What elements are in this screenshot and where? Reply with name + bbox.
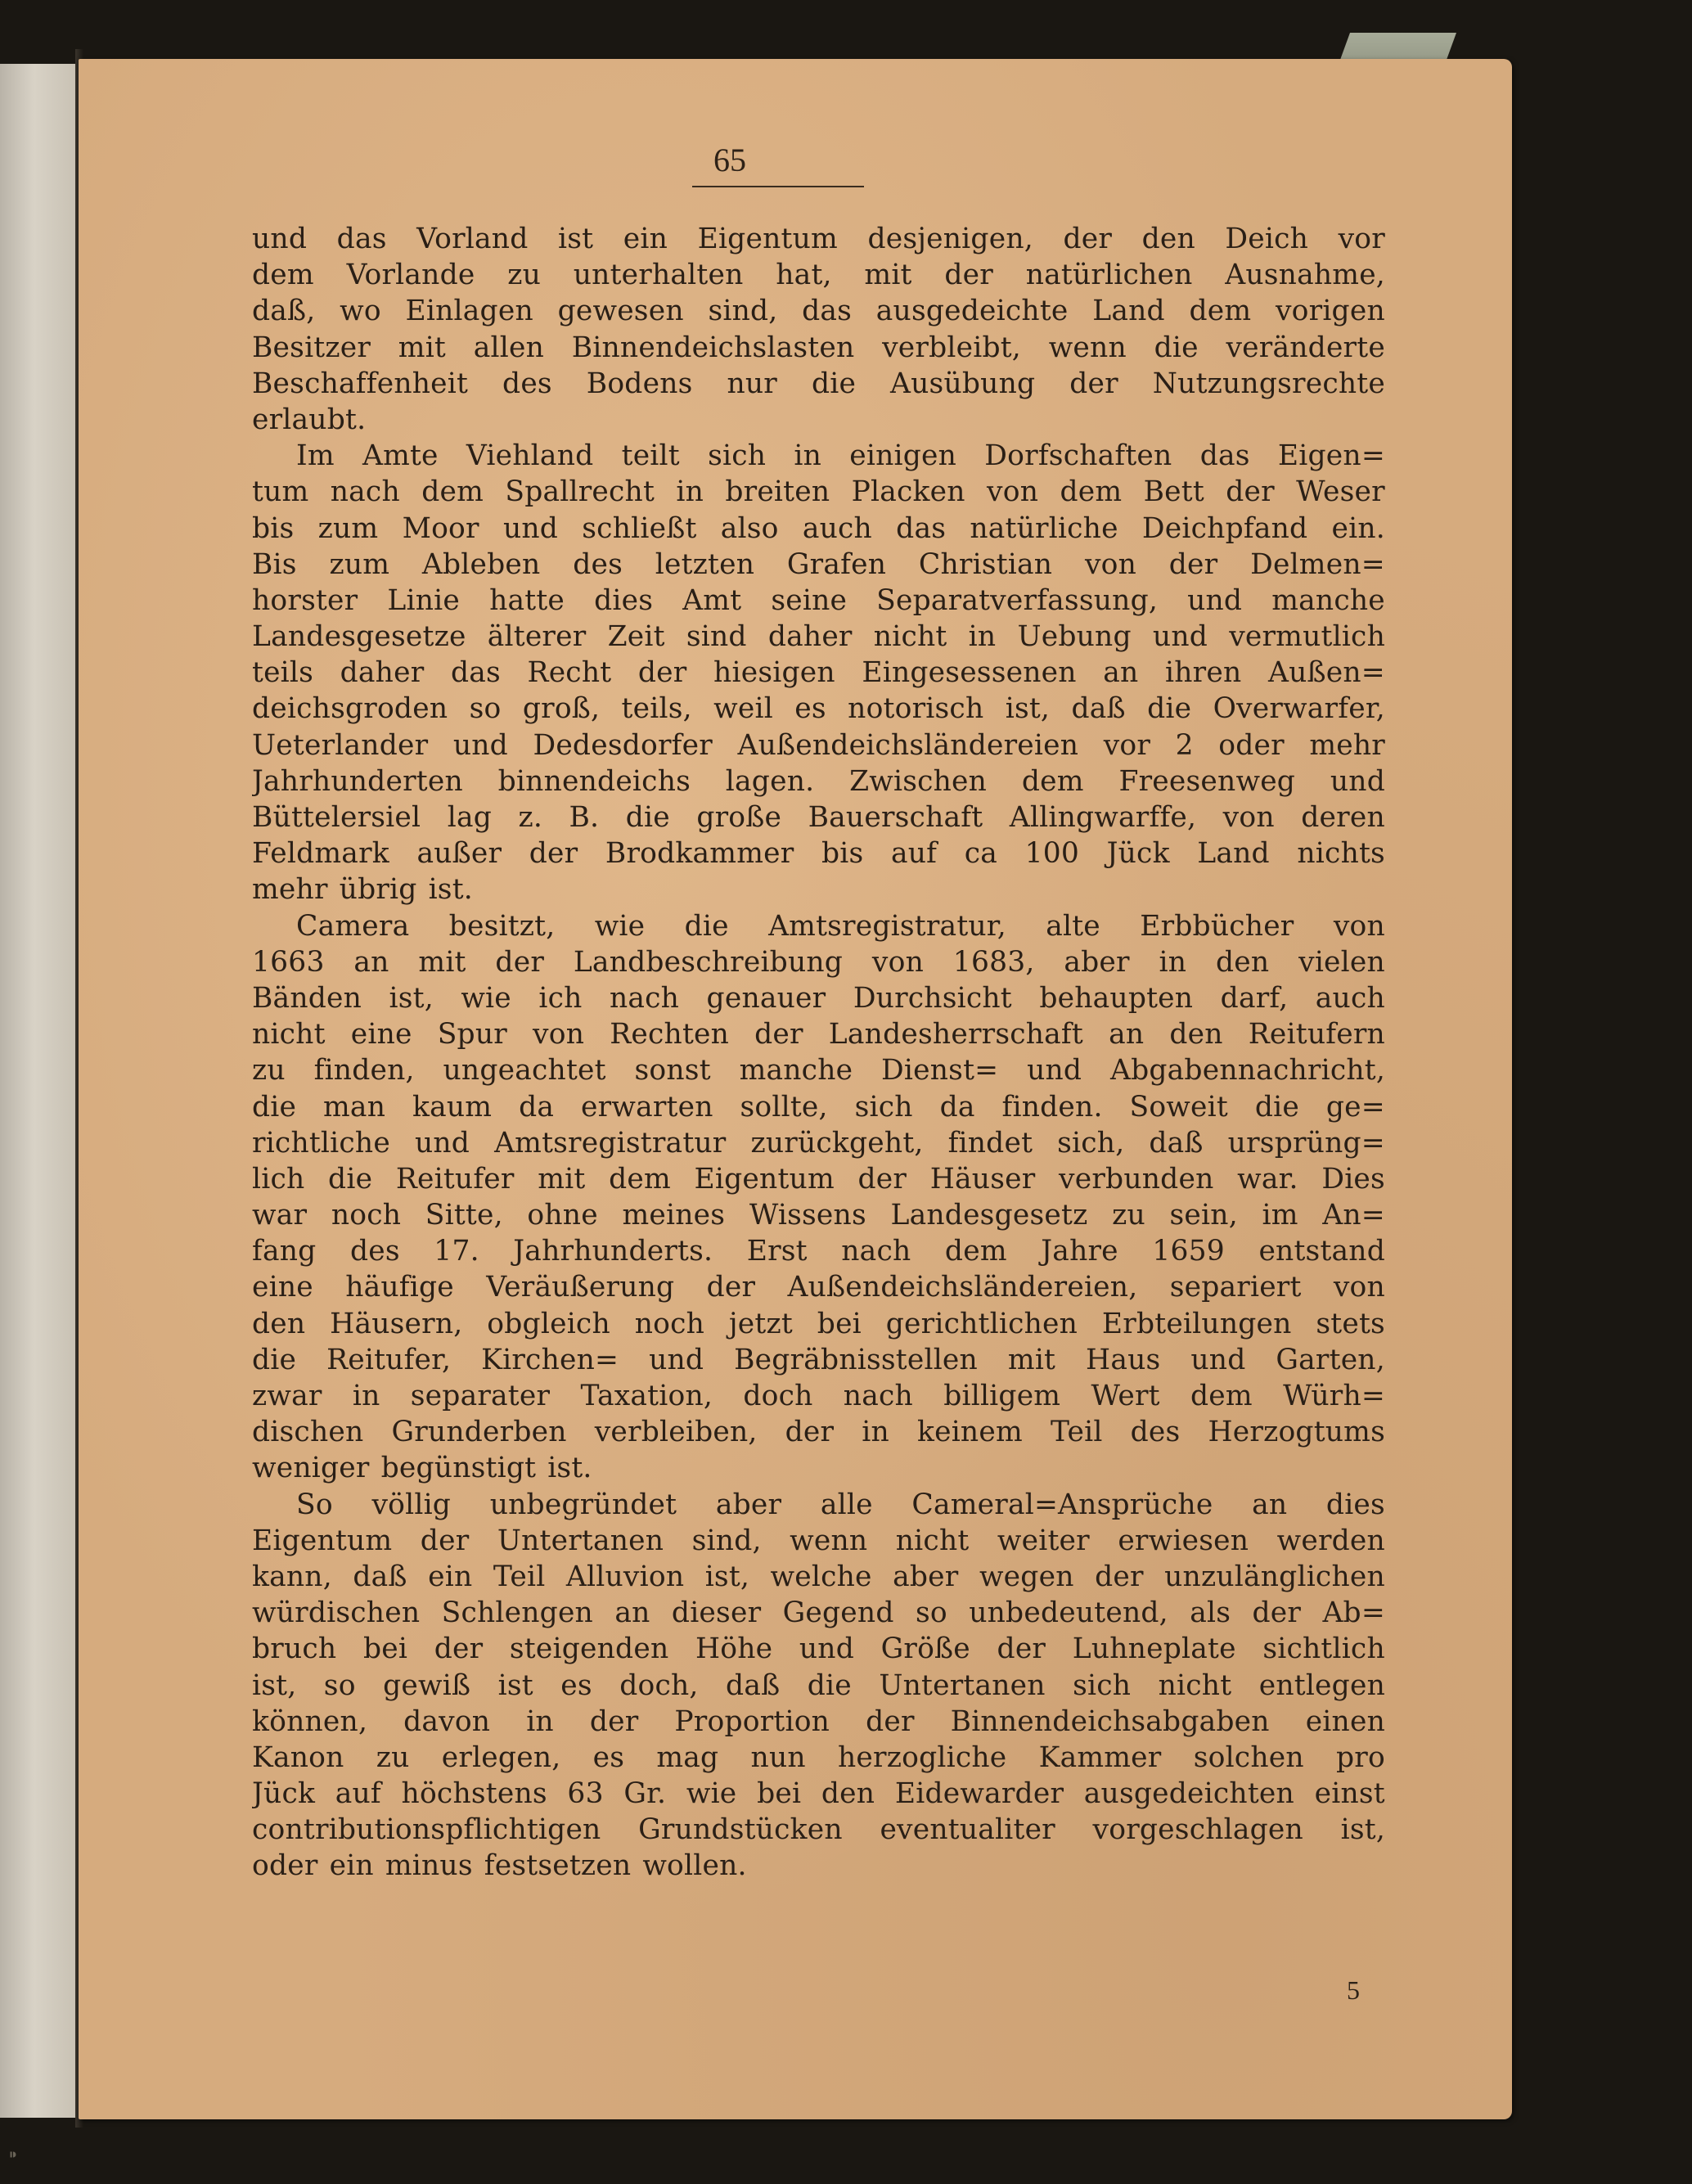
- text-line: erlaubt.: [252, 403, 367, 436]
- text-line: nicht eine Spur von Rechten der Landesherrschaft an den Reitufern: [252, 1018, 1385, 1051]
- facing-page-edge: [0, 64, 78, 2118]
- text-line: dem Vorlande zu unterhalten hat, mit der natürlichen Ausnahme,: [252, 259, 1385, 292]
- paragraph: [252, 438, 1385, 907]
- text-line: richtliche und Amtsregistratur zurückgeht, findet sich, daß ursprüng=: [252, 1126, 1385, 1160]
- text-line: lich die Reitufer mit dem Eigentum der Häuser verbunden war. Dies: [252, 1162, 1385, 1196]
- paragraph: [252, 908, 1385, 1487]
- text-line: weniger begünstigt ist.: [252, 1452, 592, 1485]
- header-rule: [692, 186, 864, 187]
- book-page: [79, 59, 1512, 2119]
- text-line: Eigentum der Untertanen sind, wenn nicht weiter erwiesen werden: [252, 1524, 1385, 1557]
- text-line: So völlig unbegründet aber alle Cameral=Ansprüche an dies: [296, 1488, 1385, 1521]
- text-line: Landesgesetze älterer Zeit sind daher nicht in Uebung und vermutlich: [252, 620, 1385, 654]
- text-line: die Reitufer, Kirchen= und Begräbnisstellen mit Haus und Garten,: [252, 1343, 1385, 1376]
- text-line: Jahrhunderten binnendeichs lagen. Zwischen dem Freesenweg und: [252, 764, 1385, 798]
- text-line: Jück auf höchstens 63 Gr. wie bei den Eidewarder ausgedeichten einst: [252, 1777, 1385, 1811]
- text-line: deichsgroden so groß, teils, weil es notorisch ist, daß die Overwarfer,: [252, 692, 1385, 726]
- text-line: dischen Grunderben verbleiben, der in keinem Teil des Herzogtums: [252, 1416, 1385, 1449]
- text-line: tum nach dem Spallrecht in breiten Placken von dem Bett der Weser: [252, 475, 1385, 509]
- text-line: Büttelersiel lag z. B. die große Bauerschaft Allingwarffe, von deren: [252, 801, 1385, 834]
- text-line: zu finden, ungeachtet sonst manche Dienst= und Abgabennachricht,: [252, 1054, 1385, 1087]
- page-number: 65: [713, 142, 746, 178]
- text-line: Kanon zu erlegen, es mag nun herzogliche Kammer solchen pro: [252, 1740, 1385, 1774]
- paragraph: [252, 1487, 1385, 1885]
- text-line: teils daher das Recht der hiesigen Eingesessenen an ihren Außen=: [252, 656, 1385, 690]
- text-line: ist, so gewiß ist es doch, daß die Untertanen sich nicht entlegen: [252, 1668, 1385, 1702]
- sheet-signature: 5: [1347, 1975, 1360, 2005]
- text-line: 1663 an mit der Landbeschreibung von 1683, aber in den vielen: [252, 945, 1385, 979]
- body-text: [252, 221, 1385, 1885]
- text-line: Ueterlander und Dedesdorfer Außendeichsländereien vor 2 oder mehr: [252, 728, 1385, 762]
- text-line: zwar in separater Taxation, doch nach billigem Wert dem Würh=: [252, 1380, 1385, 1412]
- text-line: Bis zum Ableben des letzten Grafen Christian von der Delmen=: [252, 547, 1385, 581]
- text-line: und das Vorland ist ein Eigentum desjenigen, der den Deich vor: [252, 223, 1385, 255]
- text-line: Feldmark außer der Brodkammer bis auf ca 100 Jück Land nichts: [252, 837, 1385, 871]
- paragraph: [252, 221, 1385, 438]
- text-line: Besitzer mit allen Binnendeichslasten verbleibt, wenn die veränderte: [252, 331, 1385, 364]
- text-line: fang des 17. Jahrhunderts. Erst nach dem Jahre 1659 entstand: [252, 1235, 1385, 1268]
- text-line: mehr übrig ist.: [252, 873, 473, 907]
- text-line: würdischen Schlengen an dieser Gegend so unbedeutend, als der Ab=: [252, 1596, 1385, 1630]
- text-line: bis zum Moor und schließt also auch das natürliche Deichpfand ein.: [252, 511, 1385, 545]
- text-line: bruch bei der steigenden Höhe und Größe der Luhneplate sichtlich: [252, 1632, 1385, 1666]
- text-line: Beschaffenheit des Bodens nur die Ausübung der Nutzungsrechte: [252, 367, 1385, 400]
- text-line: horster Linie hatte dies Amt seine Separatverfassung, und manche: [252, 583, 1385, 617]
- text-line: daß, wo Einlagen gewesen sind, das ausgedeichte Land dem vorigen: [252, 295, 1385, 328]
- text-line: Im Amte Viehland teilt sich in einigen Dorfschaften das Eigen=: [296, 439, 1385, 473]
- text-line: Camera besitzt, wie die Amtsregistratur, alte Erbbücher von: [296, 909, 1385, 943]
- text-line: contributionspflichtigen Grundstücken eventualiter vorgeschlagen ist,: [252, 1813, 1385, 1847]
- text-line: den Häusern, obgleich noch jetzt bei gerichtlichen Erbteilungen stets: [252, 1307, 1385, 1340]
- text-line: können, davon in der Proportion der Binnendeichsabgaben einen: [252, 1704, 1385, 1738]
- text-line: oder ein minus festsetzen wollen.: [252, 1849, 747, 1883]
- text-line: kann, daß ein Teil Alluvion ist, welche aber wegen der unzulänglichen: [252, 1560, 1385, 1593]
- text-line: Bänden ist, wie ich nach genauer Durchsicht behaupten darf, auch: [252, 981, 1385, 1015]
- text-line: war noch Sitte, ohne meines Wissens Landesgesetz zu sein, im An=: [252, 1199, 1385, 1232]
- scan-corner-mark: ⁍: [8, 2144, 18, 2167]
- text-line: die man kaum da erwarten sollte, sich da finden. Soweit die ge=: [252, 1090, 1385, 1124]
- text-line: eine häufige Veräußerung der Außendeichsländereien, separiert von: [252, 1271, 1385, 1304]
